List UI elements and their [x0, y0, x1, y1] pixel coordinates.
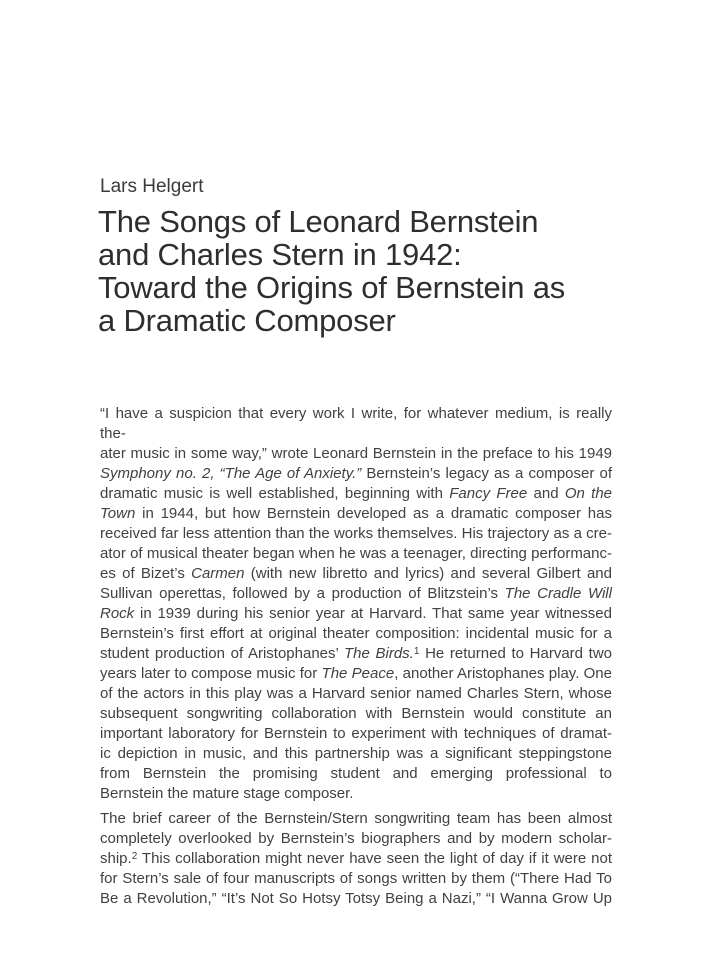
text-run: from Bernstein the promising student and emerging professional to	[100, 765, 612, 782]
title-line: The Songs of Leonard Bernstein	[98, 204, 539, 239]
paragraph	[100, 404, 612, 804]
text-run: Bernstein’s first effort at original theater composition: incidental music for a	[100, 625, 612, 642]
text-line	[100, 504, 612, 524]
text-line	[100, 564, 612, 584]
text-run: This collaboration might never have seen the light of day if it were not	[137, 850, 612, 867]
text-line	[100, 829, 612, 849]
text-run: , another Aristophanes play. One	[394, 665, 612, 682]
text-line	[100, 604, 612, 624]
text-run: dramatic music is well established, beginning with	[100, 485, 450, 502]
text-line	[100, 624, 612, 644]
text-run: ator of musical theater began when he was a teenager, directing performanc-	[100, 545, 612, 562]
text-line	[100, 464, 612, 484]
italic-run: Rock	[100, 605, 135, 622]
title-line: a Dramatic Composer	[98, 303, 396, 338]
text-line	[100, 664, 612, 684]
text-line	[100, 524, 612, 544]
text-run: student production of Aristophanes’	[100, 645, 344, 662]
text-line	[100, 744, 612, 764]
text-run: The brief career of the Bernstein/Stern songwriting team has been almost	[100, 810, 612, 827]
text-line	[100, 809, 612, 829]
text-run: in 1944, but how Bernstein developed as a dramatic composer has	[135, 505, 612, 522]
text-run: of the actors in this play was a Harvard senior named Charles Stern, whose	[100, 685, 612, 702]
footnote-marker: 1	[413, 646, 420, 657]
italic-run: Town	[100, 505, 136, 522]
text-run: (with new libretto and lyrics) and several Gilbert and	[244, 565, 612, 582]
text-line	[100, 484, 612, 504]
paragraph	[100, 809, 612, 909]
italic-run: The Cradle Will	[504, 585, 612, 602]
title-line: Toward the Origins of Bernstein as	[98, 270, 566, 305]
text-run: years later to compose music for	[100, 665, 322, 682]
italic-run: The Peace	[321, 665, 395, 682]
text-run: completely overlooked by Bernstein’s biographers and by modern scholar-	[100, 830, 612, 847]
italic-run: Fancy Free	[449, 485, 528, 502]
text-line	[100, 849, 612, 869]
text-line	[100, 544, 612, 564]
text-line	[100, 644, 612, 664]
text-run: ic depiction in music, and this partnership was a significant steppingstone	[100, 745, 612, 762]
text-run: ater music in some way,” wrote Leonard Bernstein in the preface to his 1949	[100, 445, 612, 462]
text-run: in 1939 during his senior year at Harvard. That same year witnessed	[134, 605, 612, 622]
text-line	[100, 444, 612, 464]
text-line	[100, 764, 612, 784]
text-run: He returned to Harvard two	[419, 645, 613, 662]
text-line	[100, 869, 612, 889]
text-line	[100, 784, 612, 804]
italic-run: On the	[564, 485, 613, 502]
text-line	[100, 404, 612, 444]
text-line	[100, 704, 612, 724]
text-run: received far less attention than the works themselves. His trajectory as a cre-	[100, 525, 612, 542]
title-line: and Charles Stern in 1942:	[98, 237, 462, 272]
text-run: Bernstein’s legacy as a composer of	[361, 465, 612, 482]
text-run: subsequent songwriting collaboration with Bernstein would constitute an	[100, 705, 612, 722]
text-run: Sullivan operettas, followed by a production of Blitzstein’s	[100, 585, 505, 602]
text-run: important laboratory for Bernstein to experiment with techniques of dramat-	[100, 725, 612, 742]
italic-run: Symphony no. 2, “The Age of Anxiety.”	[100, 465, 362, 482]
footnote-marker: 2	[131, 851, 138, 862]
text-run: Bernstein the mature stage composer.	[100, 785, 354, 802]
text-line	[100, 889, 612, 909]
text-run: es of Bizet’s	[100, 565, 192, 582]
text-line	[100, 584, 612, 604]
text-run: ship.	[100, 850, 132, 867]
text-run: for Stern’s sale of four manuscripts of songs written by them (“There Had To	[100, 870, 612, 887]
text-line	[100, 724, 612, 744]
article-title	[98, 205, 658, 337]
text-run: and	[527, 485, 565, 502]
text-run: Be a Revolution,” “It’s Not So Hotsy Totsy Being a Nazi,” “I Wanna Grow Up	[100, 890, 612, 907]
italic-run: The Birds.	[343, 645, 414, 662]
article-body	[100, 404, 612, 914]
italic-run: Carmen	[191, 565, 245, 582]
text-run: “I have a suspicion that every work I write, for whatever medium, is really the-	[100, 405, 612, 442]
author-name: Lars Helgert	[100, 176, 204, 197]
text-line	[100, 684, 612, 704]
